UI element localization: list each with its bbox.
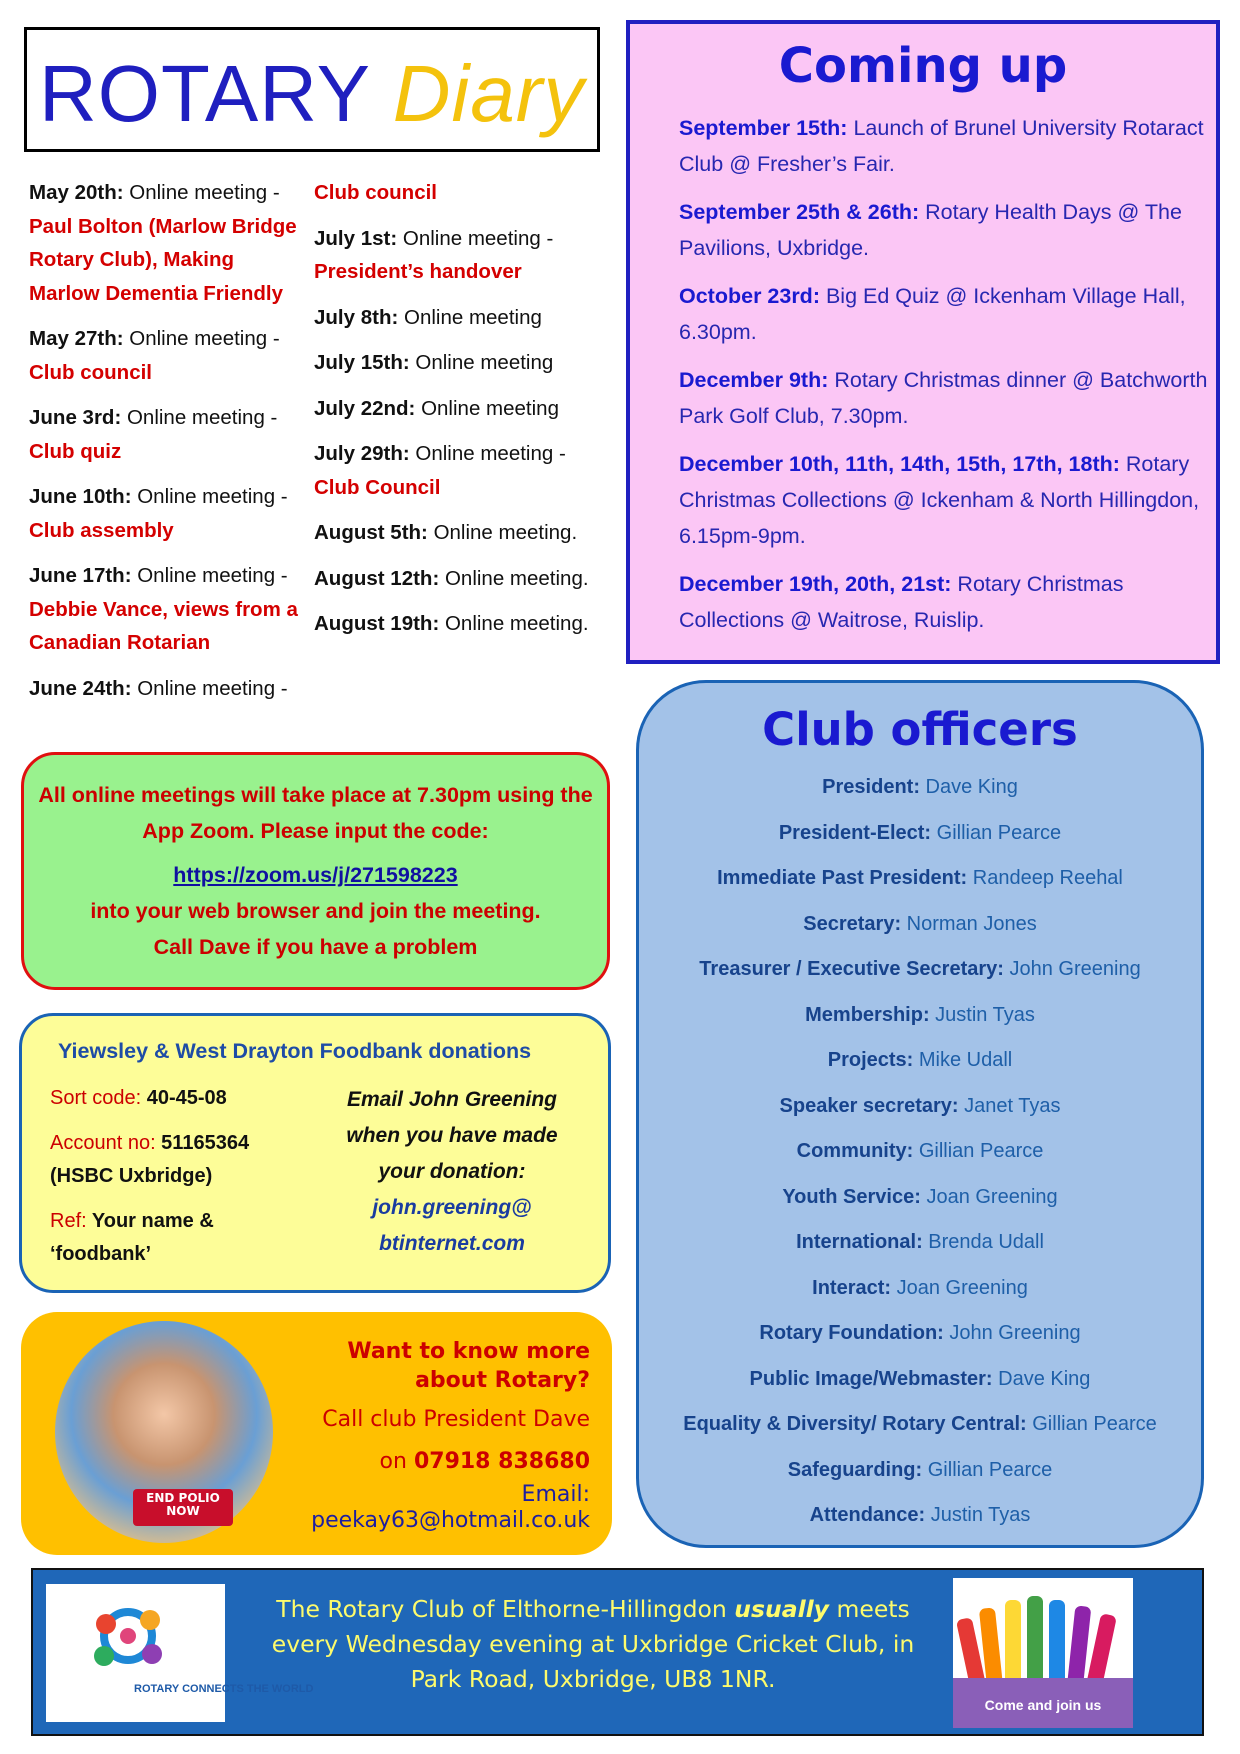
diary-entry: July 1st: Online meeting - President’s handover <box>314 226 554 283</box>
event-item: October 23rd: Big Ed Quiz @ Ickenham Village Hall, 6.30pm. <box>679 284 1186 344</box>
coming-up-list <box>679 110 1209 650</box>
rotary-connects-logo <box>46 1584 314 1722</box>
zoom-instructions: All online meetings will take place at 7.30pm using the App Zoom. Please input the code: <box>38 783 593 843</box>
diary-entry: August 12th: Online meeting. <box>314 566 589 590</box>
svg-text:Come and join us: Come and join us <box>984 1697 1102 1713</box>
title-word-diary: Diary <box>392 49 585 138</box>
diary-entry: July 15th: Online meeting <box>314 351 554 374</box>
foodbank-email-note: Email John Greening when you have made your donation: john.greening@ btinternet.com <box>322 1082 582 1262</box>
end-polio-badge: END POLIO NOW <box>133 1489 233 1526</box>
diary-entry: May 27th: Online meeting - Club council <box>29 327 280 384</box>
title-word-rotary: ROTARY <box>39 49 370 138</box>
diary-column-right <box>314 176 604 653</box>
foodbank-bank-details <box>50 1082 310 1283</box>
diary-entry: July 8th: Online meeting <box>314 305 542 329</box>
event-item: September 15th: Launch of Brunel University Rotaract Club @ Fresher’s Fair. <box>679 116 1204 176</box>
zoom-link[interactable]: https://zoom.us/j/271598223 <box>173 863 458 887</box>
officers-list <box>639 765 1201 1539</box>
event-item: December 10th, 11th, 14th, 15th, 17th, 18th: Rotary Christmas Collections @ Ickenham & North Hillingdon, 6.15pm-9pm. <box>679 452 1200 548</box>
account-number: Account no: 51165364 (HSBC Uxbridge) <box>50 1132 250 1187</box>
officer-row: Interact: Joan Greening <box>812 1276 1028 1299</box>
contact-email: Email: peekay63@hotmail.co.uk <box>311 1482 590 1533</box>
svg-text:ROTARY CONNECTS THE WORLD: ROTARY CONNECTS THE WORLD <box>134 1683 314 1695</box>
meeting-location-banner <box>31 1568 1204 1736</box>
officer-row: Equality & Diversity/ Rotary Central: Gillian Pearce <box>683 1413 1157 1435</box>
diary-entry: July 22nd: Online meeting <box>314 396 559 420</box>
president-photo <box>55 1321 273 1543</box>
foodbank-box <box>19 1013 611 1293</box>
meeting-location-text: The Rotary Club of Elthorne-Hillingdon usually meets every Wednesday evening at Uxbridge Cricket Club, in Park Road, Uxbridge, UB8 1NR. <box>271 1595 915 1693</box>
event-item: December 19th, 20th, 21st: Rotary Christmas Collections @ Waitrose, Ruislip. <box>679 572 1124 632</box>
zoom-join-text: into your web browser and join the meeting. <box>90 899 541 923</box>
foodbank-heading: Yiewsley & West Drayton Foodbank donations <box>58 1039 532 1063</box>
officer-row: President-Elect: Gillian Pearce <box>778 821 1062 844</box>
diary-entry: June 17th: Online meeting - Debbie Vance, views from a Canadian Rotarian <box>29 564 298 654</box>
officer-row: Attendance: Justin Tyas <box>809 1504 1031 1526</box>
officer-row: Secretary: Norman Jones <box>803 912 1037 935</box>
officer-row: International: Brenda Udall <box>796 1231 1044 1253</box>
event-item: December 9th: Rotary Christmas dinner @ Batchworth Park Golf Club, 7.30pm. <box>679 368 1208 428</box>
call-president-text: Call club President Dave on 07918 838680 <box>322 1407 590 1474</box>
officer-row: Community: Gillian Pearce <box>796 1140 1044 1162</box>
foodbank-email-line2[interactable]: btinternet.com <box>379 1232 525 1255</box>
club-officers-heading: Club officers <box>762 703 1078 756</box>
contact-box <box>21 1312 612 1555</box>
diary-entry-continued: Club council <box>314 181 437 204</box>
diary-title-box <box>24 27 600 152</box>
want-to-know-heading: Want to know more about Rotary? <box>347 1339 590 1393</box>
zoom-info-box <box>21 752 610 990</box>
officer-row: Treasurer / Executive Secretary: John Greening <box>699 958 1141 980</box>
officer-row: Speaker secretary: Janet Tyas <box>779 1094 1061 1117</box>
diary-entry: July 29th: Online meeting - Club Council <box>314 442 566 499</box>
diary-entry: August 5th: Online meeting. <box>314 521 578 544</box>
sort-code: Sort code: 40-45-08 <box>50 1087 227 1109</box>
phone-number: 07918 838680 <box>413 1449 590 1474</box>
diary-entry: June 10th: Online meeting - Club assembly <box>29 485 288 542</box>
officer-row: Youth Service: Joan Greening <box>782 1185 1058 1208</box>
coming-up-heading: Coming up <box>778 38 1068 94</box>
diary-entry: June 24th: Online meeting - <box>29 676 288 700</box>
diary-entry: August 19th: Online meeting. <box>314 612 589 635</box>
officer-row: Projects: Mike Udall <box>827 1049 1013 1071</box>
contact-email-address[interactable]: peekay63@hotmail.co.uk <box>311 1508 590 1533</box>
reference: Ref: Your name & ‘foodbank’ <box>50 1210 214 1265</box>
diary-entry: June 3rd: Online meeting - Club quiz <box>29 406 278 463</box>
officer-row: Rotary Foundation: John Greening <box>759 1322 1081 1344</box>
officer-row: Immediate Past President: Randeep Reehal <box>717 867 1123 889</box>
officer-row: President: Dave King <box>822 776 1018 798</box>
foodbank-email-line1[interactable]: john.greening@ <box>372 1196 532 1219</box>
officer-row: Public Image/Webmaster: Dave King <box>749 1367 1091 1390</box>
officer-row: Membership: Justin Tyas <box>805 1003 1035 1026</box>
event-item: September 25th & 26th: Rotary Health Days @ The Pavilions, Uxbridge. <box>679 200 1182 260</box>
diary-column-left <box>29 176 301 717</box>
club-officers-panel <box>636 680 1204 1548</box>
zoom-help-text: Call Dave if you have a problem <box>153 935 478 959</box>
officer-row: Safeguarding: Gillian Pearce <box>787 1458 1053 1481</box>
page-title <box>39 49 585 138</box>
diary-entry: May 20th: Online meeting - Paul Bolton (Marlow Bridge Rotary Club), Making Marlow Dementia Friendly <box>29 181 297 305</box>
come-and-join-us-image <box>953 1578 1133 1728</box>
coming-up-panel <box>626 20 1220 664</box>
